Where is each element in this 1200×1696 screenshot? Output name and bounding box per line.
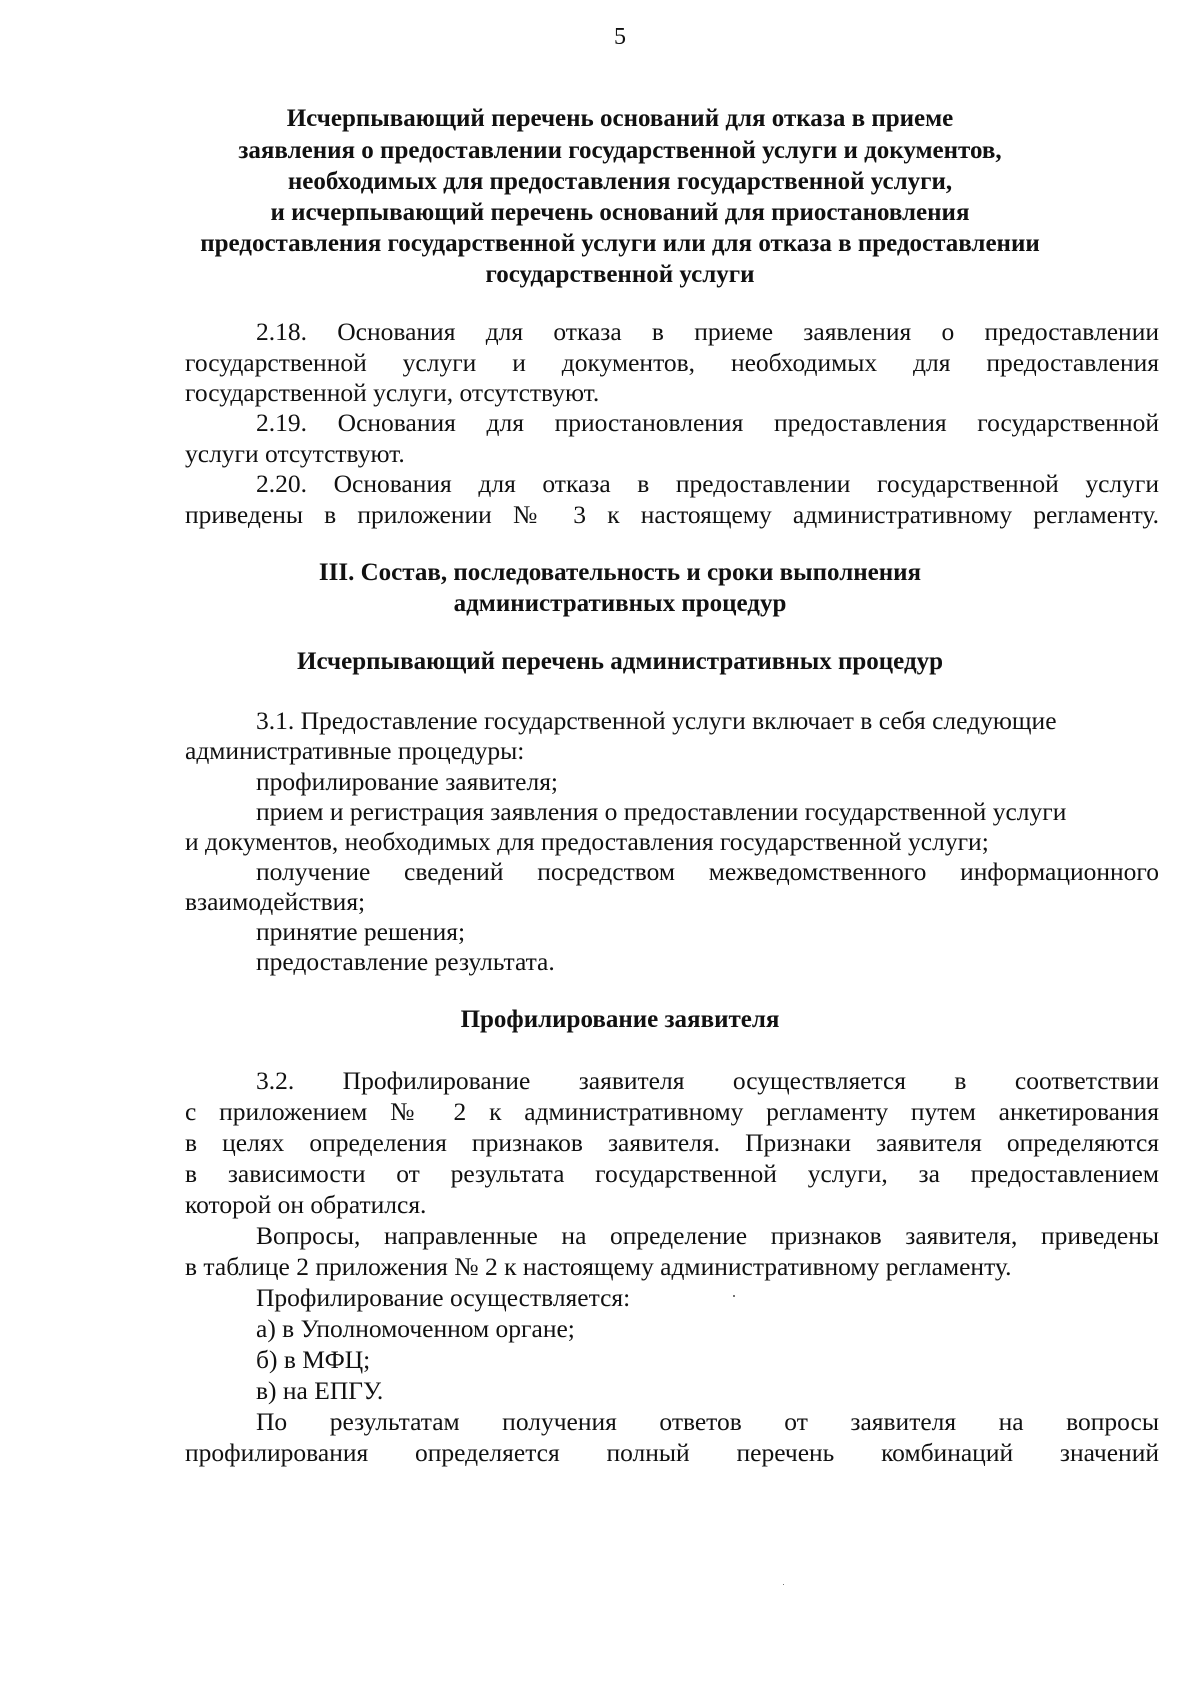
list-item-continuation: и документов, необходимых для предоставления государственной услуги; (185, 827, 989, 856)
section-heading-line: Исчерпывающий перечень оснований для отказа в приеме (286, 105, 954, 132)
paragraph-questions-line: в таблице 2 приложения № 2 к настоящему административному регламенту. (185, 1252, 1012, 1281)
section-heading-line: предоставления государственной услуги или для отказа в предоставлении (200, 230, 1040, 257)
paragraph-3-2-line: в зависимости от результата государственной услуги, за предоставлением (185, 1159, 1159, 1188)
paragraph-3-1-line: 3.1. Предоставление государственной услуги включает в себя следующие (256, 706, 1057, 735)
subheading-profiling: Профилирование заявителя (460, 1006, 780, 1033)
list-item: а) в Уполномоченном органе; (256, 1314, 575, 1343)
paragraph-2-20-line: 2.20. Основания для отказа в предоставлении государственной услуги (256, 469, 1159, 498)
scan-speck (733, 1295, 735, 1297)
list-item: принятие решения; (256, 917, 466, 946)
paragraph-2-19-line: 2.19. Основания для приостановления предоставления государственной (256, 408, 1159, 437)
paragraph-2-18-line: государственной услуги и документов, необходимых для предоставления (185, 348, 1159, 377)
list-item-continuation: взаимодействия; (185, 887, 366, 916)
paragraph-2-18-line: государственной услуги, отсутствуют. (185, 378, 600, 407)
scan-speck (783, 1584, 784, 1585)
chapter-heading-line: административных процедур (453, 590, 787, 617)
subheading-procedures: Исчерпывающий перечень административных процедур (297, 648, 943, 675)
list-item: предоставление результата. (256, 947, 555, 976)
section-heading-line: заявления о предоставлении государственной услуги и документов, (238, 137, 1002, 164)
paragraph-2-20-line: приведены в приложении № 3 к настоящему административному регламенту. (185, 500, 1159, 529)
paragraph-2-18-line: 2.18. Основания для отказа в приеме заявления о предоставлении (256, 317, 1159, 346)
paragraph-2-19-line: услуги отсутствуют. (185, 439, 405, 468)
list-item: в) на ЕПГУ. (256, 1376, 384, 1405)
paragraph-3-2-line: которой он обратился. (185, 1190, 427, 1219)
chapter-heading-line: III. Состав, последовательность и сроки выполнения (318, 559, 922, 586)
paragraph-profiling-line: Профилирование осуществляется: (256, 1283, 631, 1312)
paragraph-results-line: По результатам получения ответов от заявителя на вопросы (256, 1407, 1159, 1436)
paragraph-3-1-line: административные процедуры: (185, 736, 525, 765)
section-heading-line: необходимых для предоставления государственной услуги, (287, 168, 953, 195)
paragraph-results-line: профилирования определяется полный перечень комбинаций значений (185, 1438, 1159, 1467)
paragraph-3-2-line: 3.2. Профилирование заявителя осуществляется в соответствии (256, 1066, 1159, 1095)
list-item: б) в МФЦ; (256, 1345, 371, 1374)
paragraph-3-2-line: с приложением № 2 к административному регламенту путем анкетирования (185, 1097, 1159, 1126)
paragraph-3-2-line: в целях определения признаков заявителя. Признаки заявителя определяются (185, 1128, 1159, 1157)
list-item: прием и регистрация заявления о предоставлении государственной услуги (256, 797, 1067, 826)
page-number: 5 (614, 24, 626, 50)
list-item: получение сведений посредством межведомственного информационного (256, 857, 1159, 886)
paragraph-questions-line: Вопросы, направленные на определение признаков заявителя, приведены (256, 1221, 1159, 1250)
section-heading-line: и исчерпывающий перечень оснований для приостановления (270, 199, 970, 226)
list-item: профилирование заявителя; (256, 767, 559, 796)
section-heading-line: государственной услуги (485, 261, 755, 288)
